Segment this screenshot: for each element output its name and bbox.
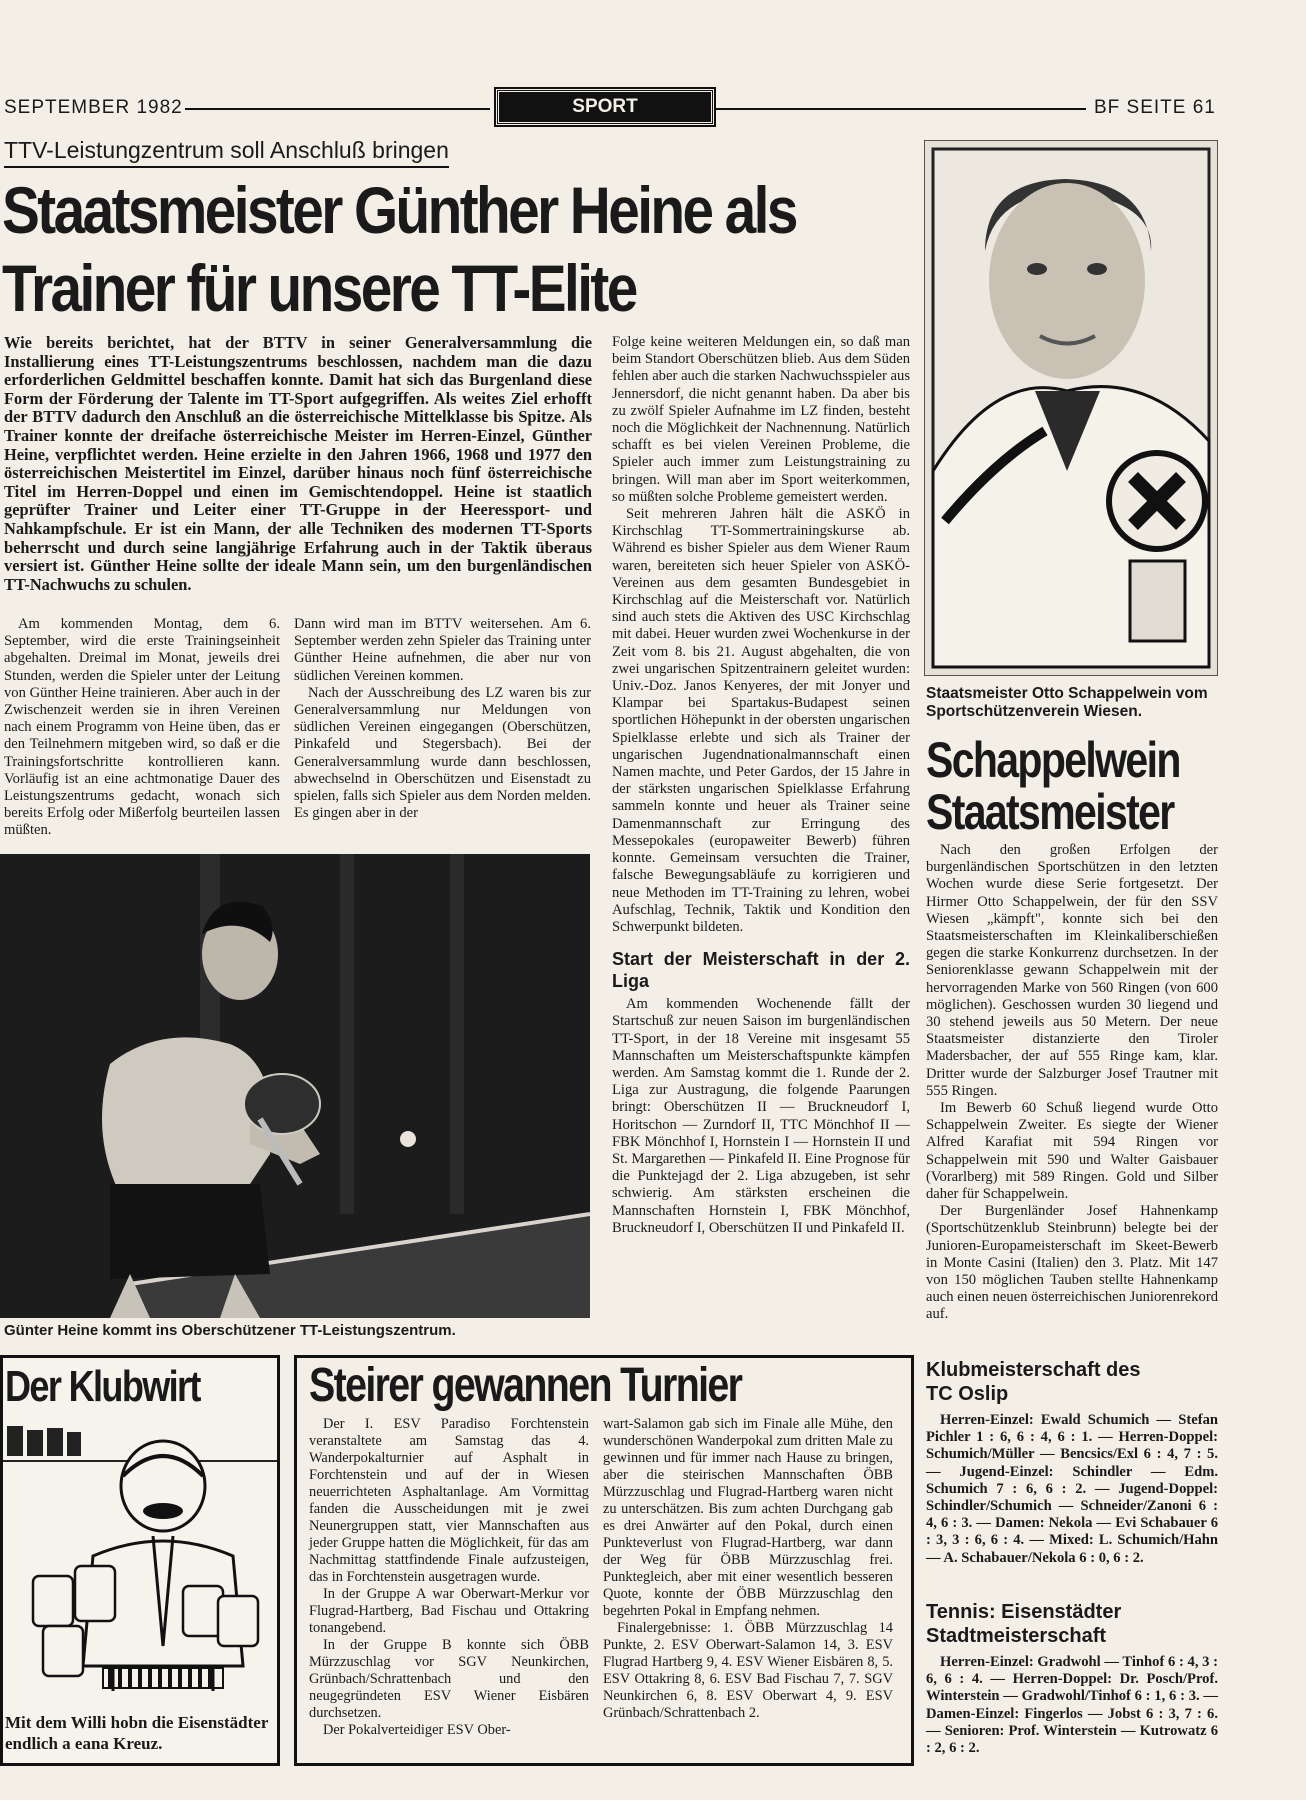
tennis-results: [926, 1654, 1218, 1757]
lead-paragraph: Wie bereits berichtet, hat der BTTV in seiner Generalversammlung die Installierung eines TT-Leistungszentrums beschlossen, nachdem man die dazu erforderlichen Geldmittel beschaffen konnte. Damit hat sich das Burgenland diese Form der Förderung der Talente im TT-Sport aufgegriffen. Als weites Ziel erhofft der BTTV dadurch den Anschluß an die österreichische Mittelklasse bis Spitze. Als Trainer konnte der dreifache österreichische Meister im Herren-Einzel, Günther Heine, verpflichtet werden. Heine erzielte in den Jahren 1966, 1968 und 1977 den österreichischen Meistertitel im Einzel, darüber hinaus noch fünf österreichische Titel im Herren-Doppel und einen im Gemischtendoppel. Heine ist staatlich geprüfter Trainer und Leiter einer TT-Gruppe in der Heeressport- und Nahkampfschule. Er ist ein Mann, der alle Techniken des modernen TT-Sports beherrscht und durch seine langjährige Erfahrung auch in der Taktik überaus versiert ist. Günther Heine sollte der ideale Mann sein, um den burgenländischen TT-Nachwuchs zu schulen.: [4, 333, 592, 594]
schappelwein-headline-2: Staatsmeister: [926, 784, 1174, 840]
tennis-title: Tennis: Eisenstädter Stadtmeisterschaft: [926, 1601, 1122, 1647]
paragraph: Finalergebnisse: 1. ÖBB Mürzzuschlag 14 Punkte, 2. ESV Oberwart-Salamon 14, 3. ESV Flugrad Hartberg 9, 4. ESV Wiener Eisbären 8, 5. ESV Ottakring 8, 6. ESV Bad Fischau 7, 7. SGV Neunkirchen 6, 8. ESV Oberwart 4, 9. ESV Grünbach/Schrattenbach 2.: [603, 1620, 893, 1721]
paragraph: Nach den großen Erfolgen der burgenländischen Sportschützen in den letzten Wochen wurde diese Serie fortgesetzt. Der Hirmer Otto Schappelwein, der für den SSV Wiesen „kämpft", konnte sich bei den Staatsmeisterschaften im Kleinkaliberschießen gegen die starke Konkurrenz durchsetzen. In der Seniorenklasse gewann Schappelwein mit der hervorragenden Marke von 560 Ringen (von 600 möglichen). Geschossen wurden 30 liegend und 30 stehend jeweils aus 50 Metern. Der neue Staatsmeister distanzierte den Tiroler Madersbacher, der auf 555 Ringe kam, klar. Dritter wurde der Salzburger Josef Trautner mit 555 Ringen.: [926, 842, 1218, 1099]
schappelwein-photo-caption: Staatsmeister Otto Schappelwein vom Sportschützenverein Wiesen.: [926, 685, 1208, 720]
section-label: SPORT: [496, 89, 714, 125]
paragraph: Nach der Ausschreibung des LZ waren bis zur Generalversammlung nur Meldungen von südlichen Vereinen eingegangen (Oberschützen, Pinkafeld und Stegersbach). Bei der Generalversammlung wurde dann beschlossen, abwechselnd in Oberschützen und Eisenstadt zu spielen, falls sich Spieler aus dem Norden melden. Es gingen aber in der: [294, 684, 591, 822]
paragraph: Am kommenden Wochenende fällt der Startschuß zur neuen Saison im burgenländischen TT-Sport, in der 18 Vereine mit insgesamt 55 Mannschaften um Meisterschaftspunkte kämpfen werden. Am Samstag kommt die 1. Runde der 2. Liga zur Austragung, die folgende Paarungen bringt: Oberschützen II — Bruckneudorf I, Horitschon — Zurndorf II, TTC Mönchhof II — FBK Mönchhof I, Hornstein I — Hornstein II und St. Margarethen — Pinkafeld II. Eine Prognose für die Punktejagd der 2. Liga abzugeben, ist sehr schwierig. Am stärksten erscheinen die Mannschaften Hornstein I, FBK Mönchhof, Bruckneudorf I, Oberschützen II und Pinkafeld II.: [612, 996, 910, 1236]
paragraph: Herren-Einzel: Ewald Schumich — Stefan Pichler 1 : 6, 6 : 4, 6 : 1. — Herren-Doppel: Schumich/Müller — Bencsics/Exl 6 : 4, 7 : 5. — Jugend-Einzel: Schindler — Edm. Schumich 7 : 6, 6 : 2. — Jugend-Doppel: Schindler/Schumich — Schneider/Zanoni 6 : 4, 6 : 3. — Damen: Nekola — Evi Schabauer 6 : 3, 3 : 6, 6 : 4. — Mixed: L. Schumich/Hahn — A. Schabauer/Nekola 6 : 0, 6 : 2.: [926, 1412, 1218, 1566]
paragraph: Der Pokalverteidiger ESV Ober-: [323, 1722, 511, 1738]
klubwirt-cartoon: [3, 1416, 277, 1696]
table-tennis-player-image: [0, 854, 590, 1318]
klubwirt-title: Der Klubwirt: [5, 1362, 200, 1411]
heine-photo-caption: Günter Heine kommt ins Oberschützener TT-Leistungszentrum.: [4, 1322, 456, 1339]
kicker: TTV-Leistungzentrum soll Anschluß bringen: [4, 137, 449, 168]
subhead-liga: Start der Meisterschaft in der 2. Liga: [612, 949, 910, 992]
paragraph: Im Bewerb 60 Schuß liegend wurde Otto Schappelwein Zweiter. Es siegte der Wiener Alfred Karafiat mit 594 Ringen vor Schappelwein mit 590 und Walter Gaisbauer (Vorarlberg) mit 589 Ringen. Gold und Silber daher für Schappelwein.: [926, 1100, 1218, 1203]
paragraph: Am kommenden Montag, dem 6. September, wird die erste Trainingseinheit abgehalten. Dreimal im Monat, jeweils drei Stunden, werden die Spieler unter der Leitung von Günther Heine trainieren. Aber auch in der Zwischenzeit werden sie in ihren Vereinen nach einem Programm von Heine üben, das er den Teilnehmern mitgeben wird, so daß er die Trainingsfortschritte kontrollieren kann. Vorläufig ist an eine achtmonatige Dauer des Leistungszentrums gedacht, wonach sich bereits Erfolg oder Mißerfolg beurteilen lassen müßten.: [4, 616, 280, 839]
headline-line-1: Staatsmeister Günther Heine als: [2, 173, 796, 247]
page-number: BF SEITE 61: [1094, 97, 1216, 118]
paragraph: Der I. ESV Paradiso Forchtenstein veranstaltete am Samstag das 4. Wanderpokalturnier auf Asphalt in Forchtenstein und auf der in Wiesen neuerrichteten Asphaltanlage. Am Vormittag fanden die Ausscheidungen mit je zwei Neunergruppen statt, vier Mannschaften aus jeder Gruppe hatten die Möglichkeit, für das am Nachmittag stattfindende Finale aufzusteigen, das in Forchtenstein ausgetragen wurde.: [309, 1416, 589, 1585]
steirer-box: [294, 1355, 914, 1766]
paragraph: Seit mehreren Jahren hält die ASKÖ in Kirchschlag TT-Sommertrainingskurse ab. Während es bisher Spieler aus dem Wiener Raum waren, bereiteten sich heuer Spieler von ASKÖ-Vereinen aus dem gesamten Bundesgebiet in Kirchschlag auf die Meisterschaft vor. Natürlich sind auch stets die Aktiven des USC Kirchschlag mit dabei. Heuer wurden zwei Wochenkurse in der Zeit vom 8. bis 21. August abgehalten, die von zwei ungarischen Spitzentrainern geleitet wurden: Univ.-Doz. Janos Kenyeres, der mit Jonyer und Klampar bei Spartakus-Budapest seinen sportlichen Höhepunkt in der obersten ungarischen Spielklasse erlebte und sich als Trainer der ungarischen Jugendnationalmannschaft einen Namen machte, und Peter Gardos, der 15 Jahre in der stärksten ungarischen Spielklasse Erfahrung sammeln konnte und heuer als Trainer seine Damenmannschaft zur Erringung des Messepokales (europaweiter Bewerb) führen konnte. Gemeinsam versuchten die Trainer, falsche Bewegungsabläufe zu korrigieren und neue Methoden im TT-Training zu lehren, wobei Aufschlag, Technik, Taktik und Kondition den Schwerpunkt bildeten.: [612, 506, 910, 935]
heine-photo: [0, 854, 590, 1318]
main-column-2: [294, 616, 591, 822]
headline-line-2: Trainer für unsere TT-Elite: [2, 251, 636, 325]
paragraph: In der Gruppe B konnte sich ÖBB Mürzzuschlag vor SGV Neunkirchen, Grünbach/Schrattenbach und den neugegründeten ESV Wiener Eisbären durchsetzen.: [309, 1637, 589, 1721]
steirer-column-1: [309, 1416, 589, 1739]
oslip-results: [926, 1412, 1218, 1567]
paragraph: Der Burgenländer Josef Hahnenkamp (Sportschützenklub Steinbrunn) belegte bei der Junioren-Europameisterschaft im Skeet-Bewerb in Monte Casini (Italien) den 3. Platz. Mit 147 von 150 möglichen Tauben stellte Hahnenkamp auch einen neuen österreichischen Juniorenrekord auf.: [926, 1203, 1218, 1323]
header-rule-left: [185, 108, 490, 110]
klubwirt-caption: Mit dem Willi hobn die Eisenstädter endlich a eana Kreuz.: [5, 1713, 269, 1753]
main-column-1: [4, 616, 280, 840]
steirer-column-2: [603, 1416, 893, 1722]
klubwirt-box: [0, 1355, 280, 1766]
main-column-3: [612, 334, 910, 1237]
paragraph: Dann wird man im BTTV weitersehen. Am 6. September werden zehn Spieler das Training unter Günther Heine aufnehmen, die aber nur von südlichen Vereinen kommen.: [294, 616, 591, 684]
schappelwein-headline-1: Schappelwein: [926, 732, 1180, 788]
paragraph: Folge keine weiteren Meldungen ein, so daß man beim Standort Oberschützen blieb. Aus dem Süden fehlen aber auch die starken Nachwuchsspieler aus Jennersdorf, die nicht genannt haben. Da aber bis zu zwölf Spieler Aufnahme im LZ finden, besteht noch die Möglichkeit der Nachnennung. Natürlich schafft es bei vielen Vereinen Probleme, die Spieler auch immer zum Leistungstraining zu bringen. Will man aber im Sport weiterkommen, so müßten solche Probleme gemeistert werden.: [612, 334, 910, 505]
paragraph: wart-Salamon gab sich im Finale alle Mühe, den wunderschönen Wanderpokal zum dritten Male zu gewinnen und für immer nach Hause zu bringen, aber die steirischen Mannschaften ÖBB Mürzzuschlag und Flugrad-Hartberg waren nicht zu unterschätzen. Bis zum achten Durchgang gab es drei Anwärter auf den Pokal, durch einen Punkteverlust von Flugrad-Hartberg, war dann der Weg für ÖBB Mürzzuschlag frei. Punktegleich, aber mit einer wesentlich besseren Quote, konnte der ÖBB Mürzzuschlag den begehrten Pokal in Empfang nehmen.: [603, 1416, 893, 1619]
schappelwein-photo: [924, 140, 1218, 676]
paragraph: In der Gruppe A war Oberwart-Merkur vor Flugrad-Hartberg, Bad Fischau und Ottakring tonangebend.: [309, 1586, 589, 1636]
oslip-title: Klubmeisterschaft des TC Oslip: [926, 1359, 1141, 1405]
header-rule-right: [716, 108, 1086, 110]
portrait-image: [925, 141, 1217, 675]
schappelwein-body: [926, 842, 1218, 1324]
issue-date: SEPTEMBER 1982: [4, 97, 183, 118]
paragraph: Herren-Einzel: Gradwohl — Tinhof 6 : 4, 3 : 6, 6 : 4. — Herren-Doppel: Dr. Posch/Prof. Winterstein — Gradwohl/Tinhof 6 : 1, 6 : 3. — Damen-Einzel: Fingerlos — Jobst 6 : 3, 7 : 6. — Senioren: Prof. Winterstein — Kutrowatz 6 : 2, 6 : 2.: [926, 1654, 1218, 1757]
steirer-headline: Steirer gewannen Turnier: [309, 1359, 742, 1412]
